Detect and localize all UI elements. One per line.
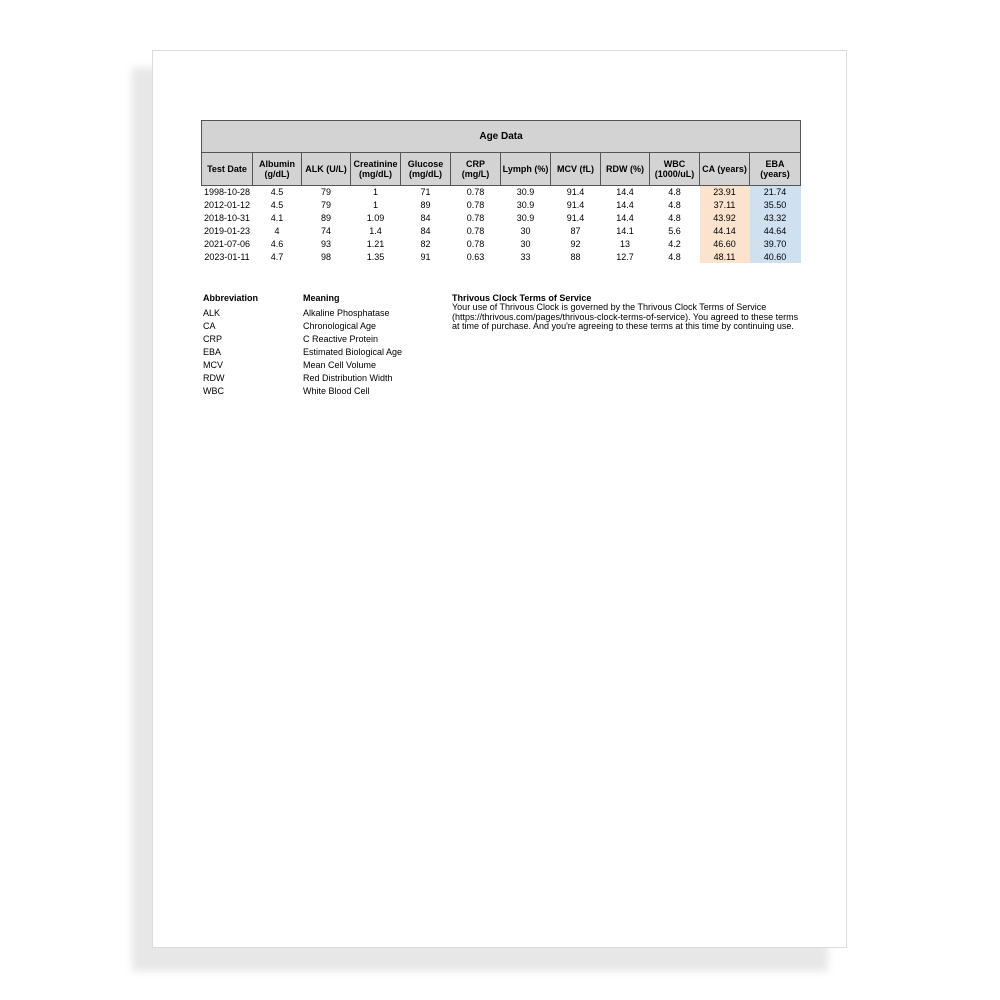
- cell-lymph: 30.9: [516, 187, 535, 198]
- cell-wbc: 4.8: [668, 187, 681, 198]
- cell-crp: 0.78: [466, 200, 485, 211]
- col-header-glucose: Glucose (mg/dL): [401, 153, 451, 186]
- col-header-lymph: Lymph (%): [501, 153, 551, 186]
- col-header-ca: CA (years): [700, 153, 750, 186]
- table-row: [202, 225, 801, 238]
- cell-creatinine: 1: [372, 200, 378, 211]
- col-header-rdw: RDW (%): [601, 153, 650, 186]
- col-header-creatinine: Creatinine (mg/dL): [351, 153, 401, 186]
- abbreviation-meaning: White Blood Cell: [303, 386, 370, 396]
- table-row: [202, 238, 801, 251]
- terms-body: Your use of Thrivous Clock is governed by the Thrivous Clock Terms of Service (https://thrivous.com/pages/thrivous-clock-terms-of-service). You agreed to these terms at time of purchase. And you're agreeing to these terms at this time by continuing use.: [452, 302, 799, 331]
- abbreviation-meaning: C Reactive Protein: [303, 334, 379, 344]
- cell-creatinine: 1.21: [366, 239, 385, 249]
- cell-alk: 93: [320, 239, 331, 249]
- table-row: [202, 186, 801, 199]
- cell-eba: 39.70: [750, 238, 801, 251]
- cell-glucose: 84: [420, 226, 431, 237]
- cell-albumin: 4.5: [270, 187, 284, 198]
- col-header-mcv: MCV (fL): [551, 153, 601, 186]
- cell-ca: 46.60: [700, 238, 750, 251]
- cell-lymph: 30.9: [516, 200, 535, 211]
- cell-glucose: 89: [420, 200, 431, 211]
- cell-eba: 43.32: [750, 212, 801, 225]
- abbreviation-column-header: Abbreviation: [203, 293, 259, 303]
- cell-alk: 74: [320, 226, 331, 237]
- cell-wbc: 5.6: [668, 226, 681, 237]
- cell-wbc: 4.2: [668, 239, 681, 249]
- cell-crp: 0.78: [466, 213, 485, 224]
- cell-test-date: 2018-10-31: [203, 213, 251, 224]
- cell-creatinine: 1.4: [369, 226, 382, 237]
- cell-creatinine: 1.35: [366, 251, 385, 262]
- cell-crp: 0.78: [466, 187, 485, 198]
- cell-test-date: 1998-10-28: [203, 187, 251, 198]
- list-item: [203, 359, 443, 372]
- cell-ca: 43.92: [700, 212, 750, 225]
- cell-ca: 37.11: [700, 199, 750, 212]
- cell-test-date: 2021-07-06: [203, 239, 251, 249]
- cell-test-date: 2012-01-12: [203, 200, 251, 211]
- cell-wbc: 4.8: [668, 213, 681, 224]
- cell-eba: 35.50: [750, 199, 801, 212]
- cell-mcv: 91.4: [566, 200, 585, 211]
- cell-alk: 79: [320, 187, 331, 198]
- cell-creatinine: 1: [372, 187, 378, 198]
- cell-rdw: 14.4: [616, 200, 634, 211]
- cell-creatinine: 1.09: [366, 213, 385, 224]
- abbreviation-term: MCV: [203, 360, 223, 370]
- col-header-eba: EBA (years): [750, 153, 801, 186]
- cell-mcv: 91.4: [566, 187, 585, 198]
- cell-ca: 23.91: [700, 186, 750, 199]
- cell-wbc: 4.8: [668, 251, 681, 262]
- cell-eba: 40.60: [750, 250, 801, 263]
- cell-lymph: 30.9: [516, 213, 535, 224]
- table-title: Age Data: [202, 121, 801, 153]
- abbreviation-meaning: Alkaline Phosphatase: [303, 308, 390, 318]
- cell-rdw: 14.4: [616, 187, 634, 198]
- cell-crp: 0.78: [466, 239, 485, 249]
- list-item: [203, 372, 443, 385]
- abbreviation-term: RDW: [203, 373, 225, 383]
- cell-mcv: 87: [570, 226, 581, 237]
- cell-rdw: 13: [619, 239, 630, 249]
- cell-rdw: 14.4: [616, 213, 634, 224]
- cell-albumin: 4.5: [270, 200, 284, 211]
- document-page: [152, 50, 847, 948]
- list-item: [203, 333, 443, 346]
- cell-rdw: 12.7: [616, 251, 634, 262]
- cell-alk: 98: [320, 251, 331, 262]
- list-item: [203, 346, 443, 359]
- cell-mcv: 92: [570, 239, 581, 249]
- abbreviation-term: ALK: [203, 308, 221, 318]
- cell-albumin: 4.1: [270, 213, 284, 224]
- cell-lymph: 30: [520, 226, 531, 237]
- cell-alk: 89: [320, 213, 331, 224]
- cell-eba: 44.64: [750, 225, 801, 238]
- table-row: [202, 199, 801, 212]
- col-header-test-date: Test Date: [202, 153, 253, 186]
- cell-glucose: 82: [420, 239, 431, 249]
- abbreviation-meaning: Chronological Age: [303, 321, 377, 331]
- cell-glucose: 91: [420, 251, 431, 262]
- list-item: [203, 320, 443, 333]
- table-header-row: [202, 153, 801, 186]
- cell-mcv: 91.4: [566, 213, 585, 224]
- terms-title: Thrivous Clock Terms of Service: [452, 293, 592, 303]
- cell-alk: 79: [320, 200, 331, 211]
- abbreviation-meaning: Estimated Biological Age: [303, 347, 403, 357]
- abbreviation-list: [203, 293, 443, 398]
- abbreviation-term: CRP: [203, 334, 223, 344]
- meaning-column-header: Meaning: [303, 293, 340, 303]
- col-header-alk: ALK (U/L): [302, 153, 351, 186]
- cell-lymph: 33: [520, 251, 531, 262]
- cell-rdw: 14.1: [616, 226, 634, 237]
- col-header-crp: CRP (mg/L): [451, 153, 501, 186]
- cell-ca: 44.14: [700, 225, 750, 238]
- cell-test-date: 2019-01-23: [203, 226, 251, 237]
- abbreviation-meaning: Mean Cell Volume: [303, 360, 377, 370]
- col-header-albumin: Albumin (g/dL): [253, 153, 302, 186]
- cell-crp: 0.78: [466, 226, 485, 237]
- list-item: [203, 307, 443, 320]
- cell-albumin: 4: [274, 226, 280, 237]
- cell-test-date: 2023-01-11: [204, 251, 250, 262]
- age-data-table: [201, 120, 801, 263]
- table-row: [202, 250, 801, 263]
- abbreviation-term: CA: [203, 321, 216, 331]
- list-item: [203, 385, 443, 398]
- abbreviation-header: [203, 293, 443, 307]
- cell-ca: 48.11: [700, 250, 750, 263]
- cell-eba: 21.74: [750, 186, 801, 199]
- cell-wbc: 4.8: [668, 200, 681, 211]
- cell-albumin: 4.6: [270, 239, 284, 249]
- cell-mcv: 88: [570, 251, 581, 262]
- cell-glucose: 71: [420, 187, 431, 198]
- cell-albumin: 4.7: [270, 251, 284, 262]
- col-header-wbc: WBC (1000/uL): [650, 153, 700, 186]
- table-row: [202, 212, 801, 225]
- cell-glucose: 84: [420, 213, 431, 224]
- terms-of-service: [452, 293, 802, 332]
- abbreviation-meaning: Red Distribution Width: [303, 373, 393, 383]
- cell-lymph: 30: [520, 239, 531, 249]
- abbreviation-term: EBA: [203, 347, 222, 357]
- abbreviation-term: WBC: [203, 386, 224, 396]
- cell-crp: 0.63: [466, 251, 485, 262]
